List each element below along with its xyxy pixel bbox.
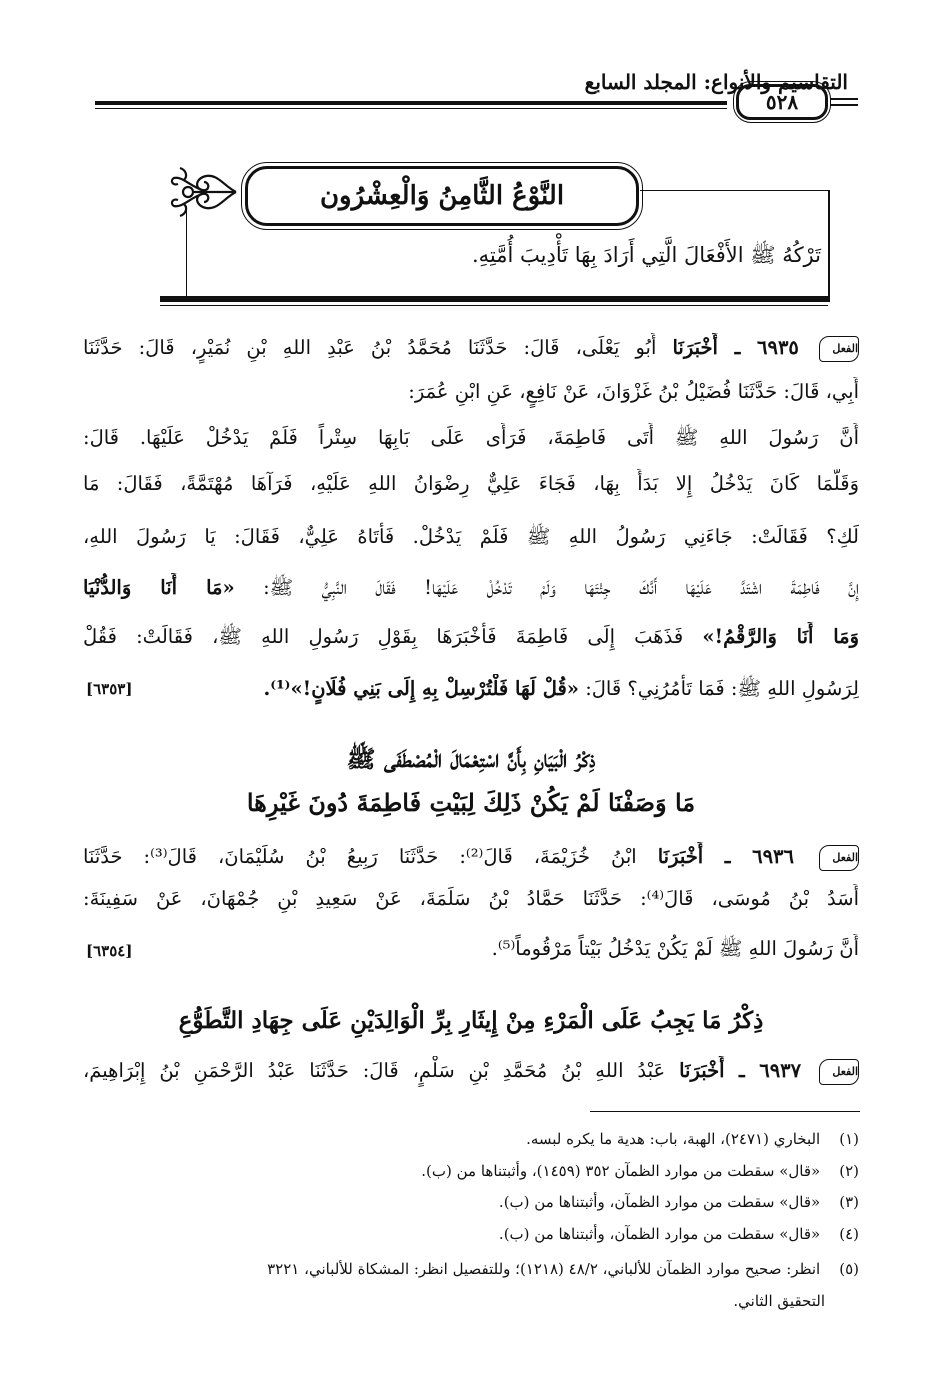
hadith-text: ابْنُ خُزَيْمَةَ، قَالَ⁽²⁾: حَدَّثَنَا رَبِيعُ بْنُ سُلَيْمَانَ، قَالَ⁽³⁾: حَدَّثَنَا — [83, 845, 637, 868]
hadith-6935-line-2: أَبِي، قَالَ: حَدَّثَنَا فُضَيْلُ بْنُ غَزْوَانَ، عَنْ نَافِعٍ، عَنِ ابْنِ عُمَرَ: — [408, 380, 859, 403]
hadith-reference: [٦٣٥٤] — [86, 942, 133, 960]
footnote-text: انظر: صحيح موارد الظمآن للألباني، ٤٨/٢ (١٢١٨)؛ وللتفصيل انظر: المشكاة للألباني، ٣٢٢١ — [267, 1260, 821, 1278]
footnote-number: (٤) — [839, 1225, 859, 1243]
chapter-title: النَّوْعُ الثَّامِنُ وَالْعِشْرُون — [245, 166, 639, 226]
footnote-rule — [590, 1111, 860, 1112]
prophet-quote: وَمَا أَنَا وَالرَّقْمُ!» — [702, 625, 859, 648]
frame-top-line — [640, 190, 830, 191]
frame-rule-thick — [160, 296, 828, 302]
header-rule — [95, 101, 727, 105]
hadith-6935-line-8 — [83, 674, 859, 706]
footnote-number: (١) — [839, 1130, 859, 1148]
header-rule-thin — [95, 108, 727, 109]
page-number: ٥٢٨ — [736, 84, 828, 120]
footnote-number: (٢) — [839, 1162, 859, 1180]
hadith-text: فَذَهَبَ إِلَى فَاطِمَةَ فَأَخْبَرَهَا بِقَوْلِ رَسُولِ اللهِ ﷺ، فَقَالَتْ: فَقُلْ — [83, 625, 684, 648]
hadith-6935-line-6 — [83, 573, 859, 605]
footnote-5 — [83, 1256, 859, 1282]
hadith-text: عَبْدُ اللهِ بْنُ مُحَمَّدِ بْنِ سَلْمٍ، قَالَ: حَدَّثَنَا عَبْدُ الرَّحْمَنِ بْنُ إِبْرَاهِيمَ، — [83, 1059, 666, 1082]
hadith-6936-line-2: أَسَدُ بْنُ مُوسَى، قَالَ⁽⁴⁾: حَدَّثَنَا حَمَّادُ بْنُ سَلَمَةَ، عَنْ سَعِيدِ بْنِ جُمْهَانَ، عَنْ سَفِينَةَ: — [83, 887, 859, 910]
chapter-subtitle: تَرْكُهُ ﷺ الأَفْعَالَ الَّتِي أَرَادَ بِهَا تَأْدِيبَ أُمَّتِهِ. — [472, 243, 821, 267]
footnote-5-continued: التحقيق الثاني. — [733, 1292, 825, 1310]
footnote-1 — [83, 1126, 859, 1152]
footnote-number: (٣) — [839, 1193, 859, 1211]
hadith-6935-line-7 — [83, 622, 859, 654]
footnote-number: (٥) — [839, 1260, 859, 1278]
footnote-text: «قال» سقطت من موارد الظمآن، وأثبتناها من (ب). — [498, 1193, 821, 1211]
header-rule-right-bottom — [830, 104, 858, 106]
footnote-2 — [83, 1158, 859, 1184]
hadith-6935-line-4: وَقَلَّمَا كَانَ يَدْخُلُ إِلا بَدَأَ بِهَا، فَجَاءَ عَلِيٌّ رِضْوَانُ اللهِ عَلَيْهِ، فَرَآهَا مُهْتَمَّةً، فَقَالَ: مَا — [83, 472, 859, 495]
badge-icon: الفعل — [819, 1059, 859, 1085]
hadith-text: لِرَسُولِ اللهِ ﷺ: فَمَا تَأْمُرُنِي؟ قَالَ: — [585, 677, 859, 700]
hadith-number: ٦٩٣٦ ـ أَخْبَرَنَا — [657, 845, 794, 868]
badge-icon: الفعل — [819, 845, 859, 871]
prophet-quote: «مَا أَنَا وَالدُّنْيَا — [83, 576, 235, 599]
frame-right-line — [828, 190, 830, 302]
prophet-quote: «قُلْ لَهَا فَلْتُرْسِلْ بِهِ إِلَى بَنِي فُلَانٍ!»⁽¹⁾. — [263, 677, 579, 700]
hadith-number: ٦٩٣٥ ـ أَخْبَرَنَا — [672, 336, 799, 359]
hadith-6935-line-3: أَنَّ رَسُولَ اللهِ ﷺ أَتَى فَاطِمَةَ، فَرَأَى عَلَى بَابِهَا سِتْراً فَلَمْ يَدْخُلْ عَلَيْهَا. قَالَ: — [83, 426, 859, 449]
hadith-6935-line-5: لَكِ؟ فَقَالَتْ: جَاءَنِي رَسُولُ اللهِ ﷺ فَلَمْ يَدْخُلْ. فَأَتَاهُ عَلِيٌّ، فَقَالَ: يَا رَسُولَ اللهِ، — [83, 525, 859, 548]
footnote-text: «قال» سقطت من موارد الظمآن، وأثبتناها من (ب). — [498, 1225, 821, 1243]
footnote-3 — [83, 1189, 859, 1215]
footnote-text: البخاري (٢٤٧١)، الهبة، باب: هدية ما يكره لبسه. — [526, 1130, 821, 1148]
hadith-reference: [٦٣٥٣] — [86, 680, 133, 698]
header-rule-right-top — [830, 98, 858, 100]
hadith-text: إِنَّ فَاطِمَةَ اشْتَدَّ عَلَيْهَا أَنَّكَ جِئْتَهَا وَلَمْ تَدْخُلْ عَلَيْهَا! فَقَالَ النَّبِيُّ ﷺ: — [263, 576, 859, 599]
hadith-number: ٦٩٣٧ ـ أَخْبَرَنَا — [679, 1059, 802, 1082]
section-heading-1b: مَا وَصَفْنَا لَمْ يَكُنْ ذَلِكَ لِبَيْتِ فَاطِمَةَ دُونَ غَيْرِهَا — [246, 788, 696, 817]
section-heading-1a: ذِكْرُ الْبَيَانِ بِأَنَّ اسْتِعْمَالَ الْمُصْطَفَى ﷺ — [346, 744, 596, 773]
hadith-6937-line-1 — [83, 1056, 859, 1088]
section-heading-2: ذِكْرُ مَا يَجِبُ عَلَى الْمَرْءِ مِنْ إِيثَارِ بِرِّ الْوَالِدَيْنِ عَلَى جِهَادِ التَّطَوُّعِ — [178, 1007, 764, 1034]
footnote-text: «قال» سقطت من موارد الظمآن ٣٥٢ (١٤٥٩)، وأثبتناها من (ب). — [421, 1162, 821, 1180]
running-title: التقاسيم والأنواع: المجلد السابع — [584, 70, 848, 94]
hadith-6936-line-3: أَنَّ رَسُولَ اللهِ ﷺ لَمْ يَكُنْ يَدْخُلُ بَيْتاً مَرْقُوماً⁽⁵⁾. — [491, 937, 859, 960]
frame-rule-thin — [160, 305, 828, 306]
footnote-4 — [83, 1221, 859, 1247]
hadith-text: أَبُو يَعْلَى، قَالَ: حَدَّثَنَا مُحَمَّدُ بْنُ عَبْدِ اللهِ بْنِ نُمَيْرٍ، قَالَ: حَدَّثَنَا — [83, 336, 657, 359]
hadith-6936-line-1 — [83, 842, 859, 874]
floral-ornament-icon — [166, 156, 242, 228]
badge-icon: الفعل — [819, 336, 859, 362]
hadith-6935-line-1 — [83, 333, 859, 365]
